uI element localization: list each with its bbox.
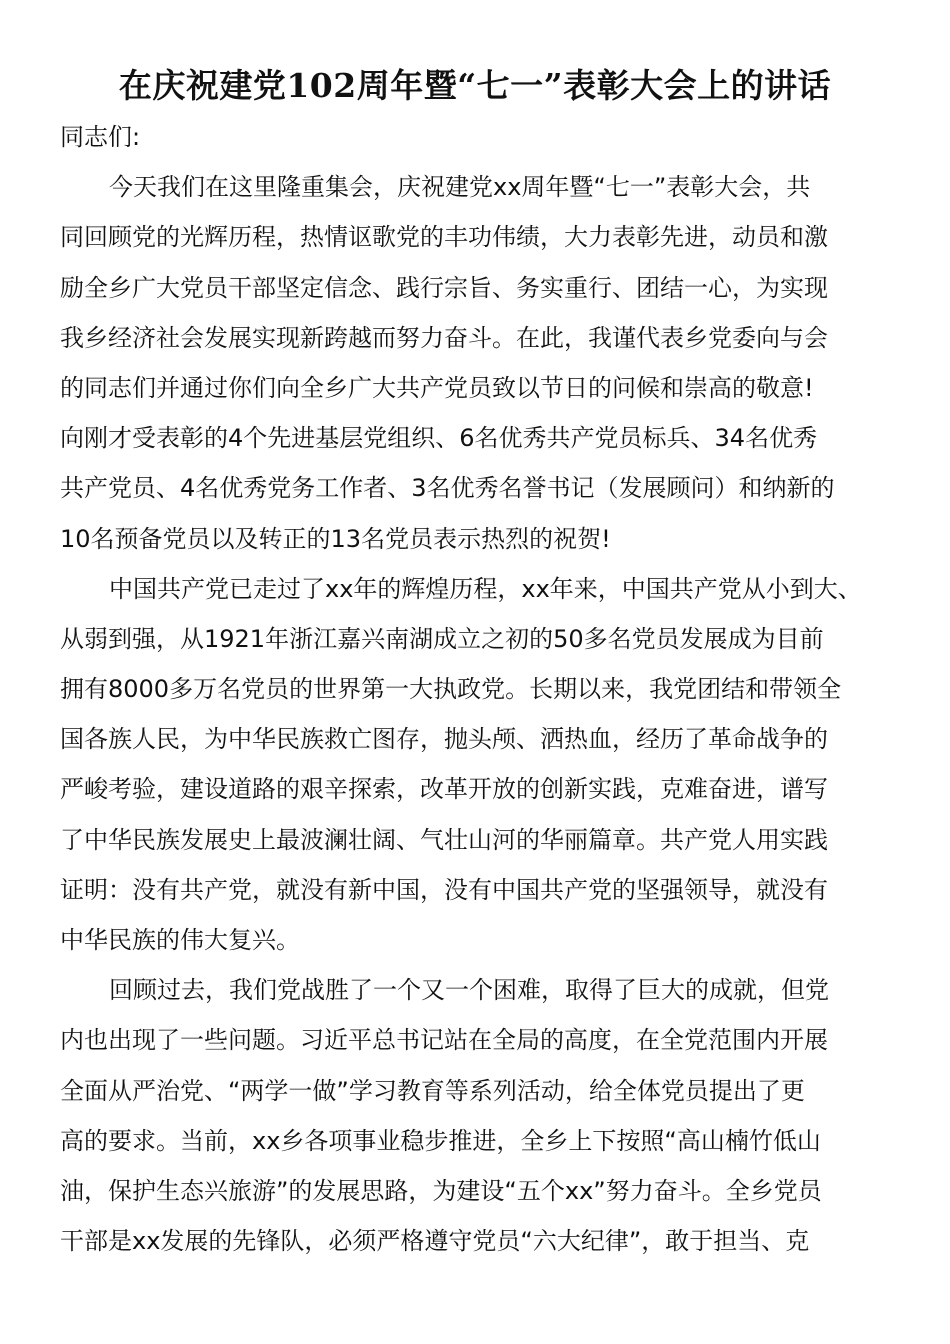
paragraph-3 — [60, 965, 890, 1266]
text-line: 证明：没有共产党，就没有新中国，没有中国共产党的坚强领导，就没有 — [60, 875, 828, 904]
text-line: 10名预备党员以及转正的13名党员表示热烈的祝贺! — [60, 524, 611, 553]
text-line: 今天我们在这里隆重集会，庆祝建党xx周年暨“七一”表彰大会，共 — [109, 173, 811, 202]
text-line: 励全乡广大党员干部坚定信念、践行宗旨、务实重行、团结一心，为实现 — [60, 273, 828, 302]
salutation: 同志们: — [60, 123, 141, 151]
text-line: 中国共产党已走过了xx年的辉煌历程，xx年来，中国共产党从小到大、 — [109, 574, 862, 603]
text-line: 高的要求。当前，xx乡各项事业稳步推进，全乡上下按照“高山楠竹低山 — [60, 1126, 821, 1155]
paragraph-2 — [60, 564, 890, 966]
text-line: 的同志们并通过你们向全乡广大共产党员致以节日的问候和崇高的敬意! — [60, 373, 814, 402]
text-line: 国各族人民，为中华民族救亡图存，抛头颅、洒热血，经历了革命战争的 — [60, 725, 828, 754]
text-line: 了中华民族发展史上最波澜壮阔、气壮山河的华丽篇章。共产党人用实践 — [60, 825, 828, 854]
text-line: 中华民族的伟大复兴。 — [60, 926, 300, 954]
text-line: 回顾过去，我们党战胜了一个又一个困难，取得了巨大的成就，但党 — [109, 976, 829, 1005]
document-body — [60, 112, 890, 1266]
paragraph-1 — [60, 162, 890, 564]
text-line: 共产党员、4名优秀党务工作者、3名优秀名誉书记（发展顾问）和纳新的 — [60, 474, 835, 503]
text-line: 我乡经济社会发展实现新跨越而努力奋斗。在此，我谨代表乡党委向与会 — [60, 323, 828, 352]
text-line: 全面从严治党、“两学一做”学习教育等系列活动，给全体党员提出了更 — [60, 1076, 805, 1105]
text-line: 严峻考验，建设道路的艰辛探索，改革开放的创新实践，克难奋进，谱写 — [60, 775, 828, 804]
document-title: 在庆祝建党102周年暨“七一”表彰大会上的讲话 — [118, 66, 832, 105]
text-line: 向刚才受表彰的4个先进基层党组织、6名优秀共产党员标兵、34名优秀 — [60, 424, 818, 453]
text-line: 拥有8000多万名党员的世界第一大执政党。长期以来，我党团结和带领全 — [60, 675, 842, 704]
text-line: 从弱到强，从1921年浙江嘉兴南湖成立之初的50多名党员发展成为目前 — [60, 624, 824, 653]
text-line: 油，保护生态兴旅游”的发展思路，为建设“五个xx”努力奋斗。全乡党员 — [60, 1176, 822, 1205]
text-line: 干部是xx发展的先锋队，必须严格遵守党员“六大纪律”，敢于担当、克 — [60, 1227, 810, 1256]
text-line: 同回顾党的光辉历程，热情讴歌党的丰功伟绩，大力表彰先进，动员和激 — [60, 223, 828, 252]
text-line: 内也出现了一些问题。习近平总书记站在全局的高度，在全党范围内开展 — [60, 1026, 828, 1055]
